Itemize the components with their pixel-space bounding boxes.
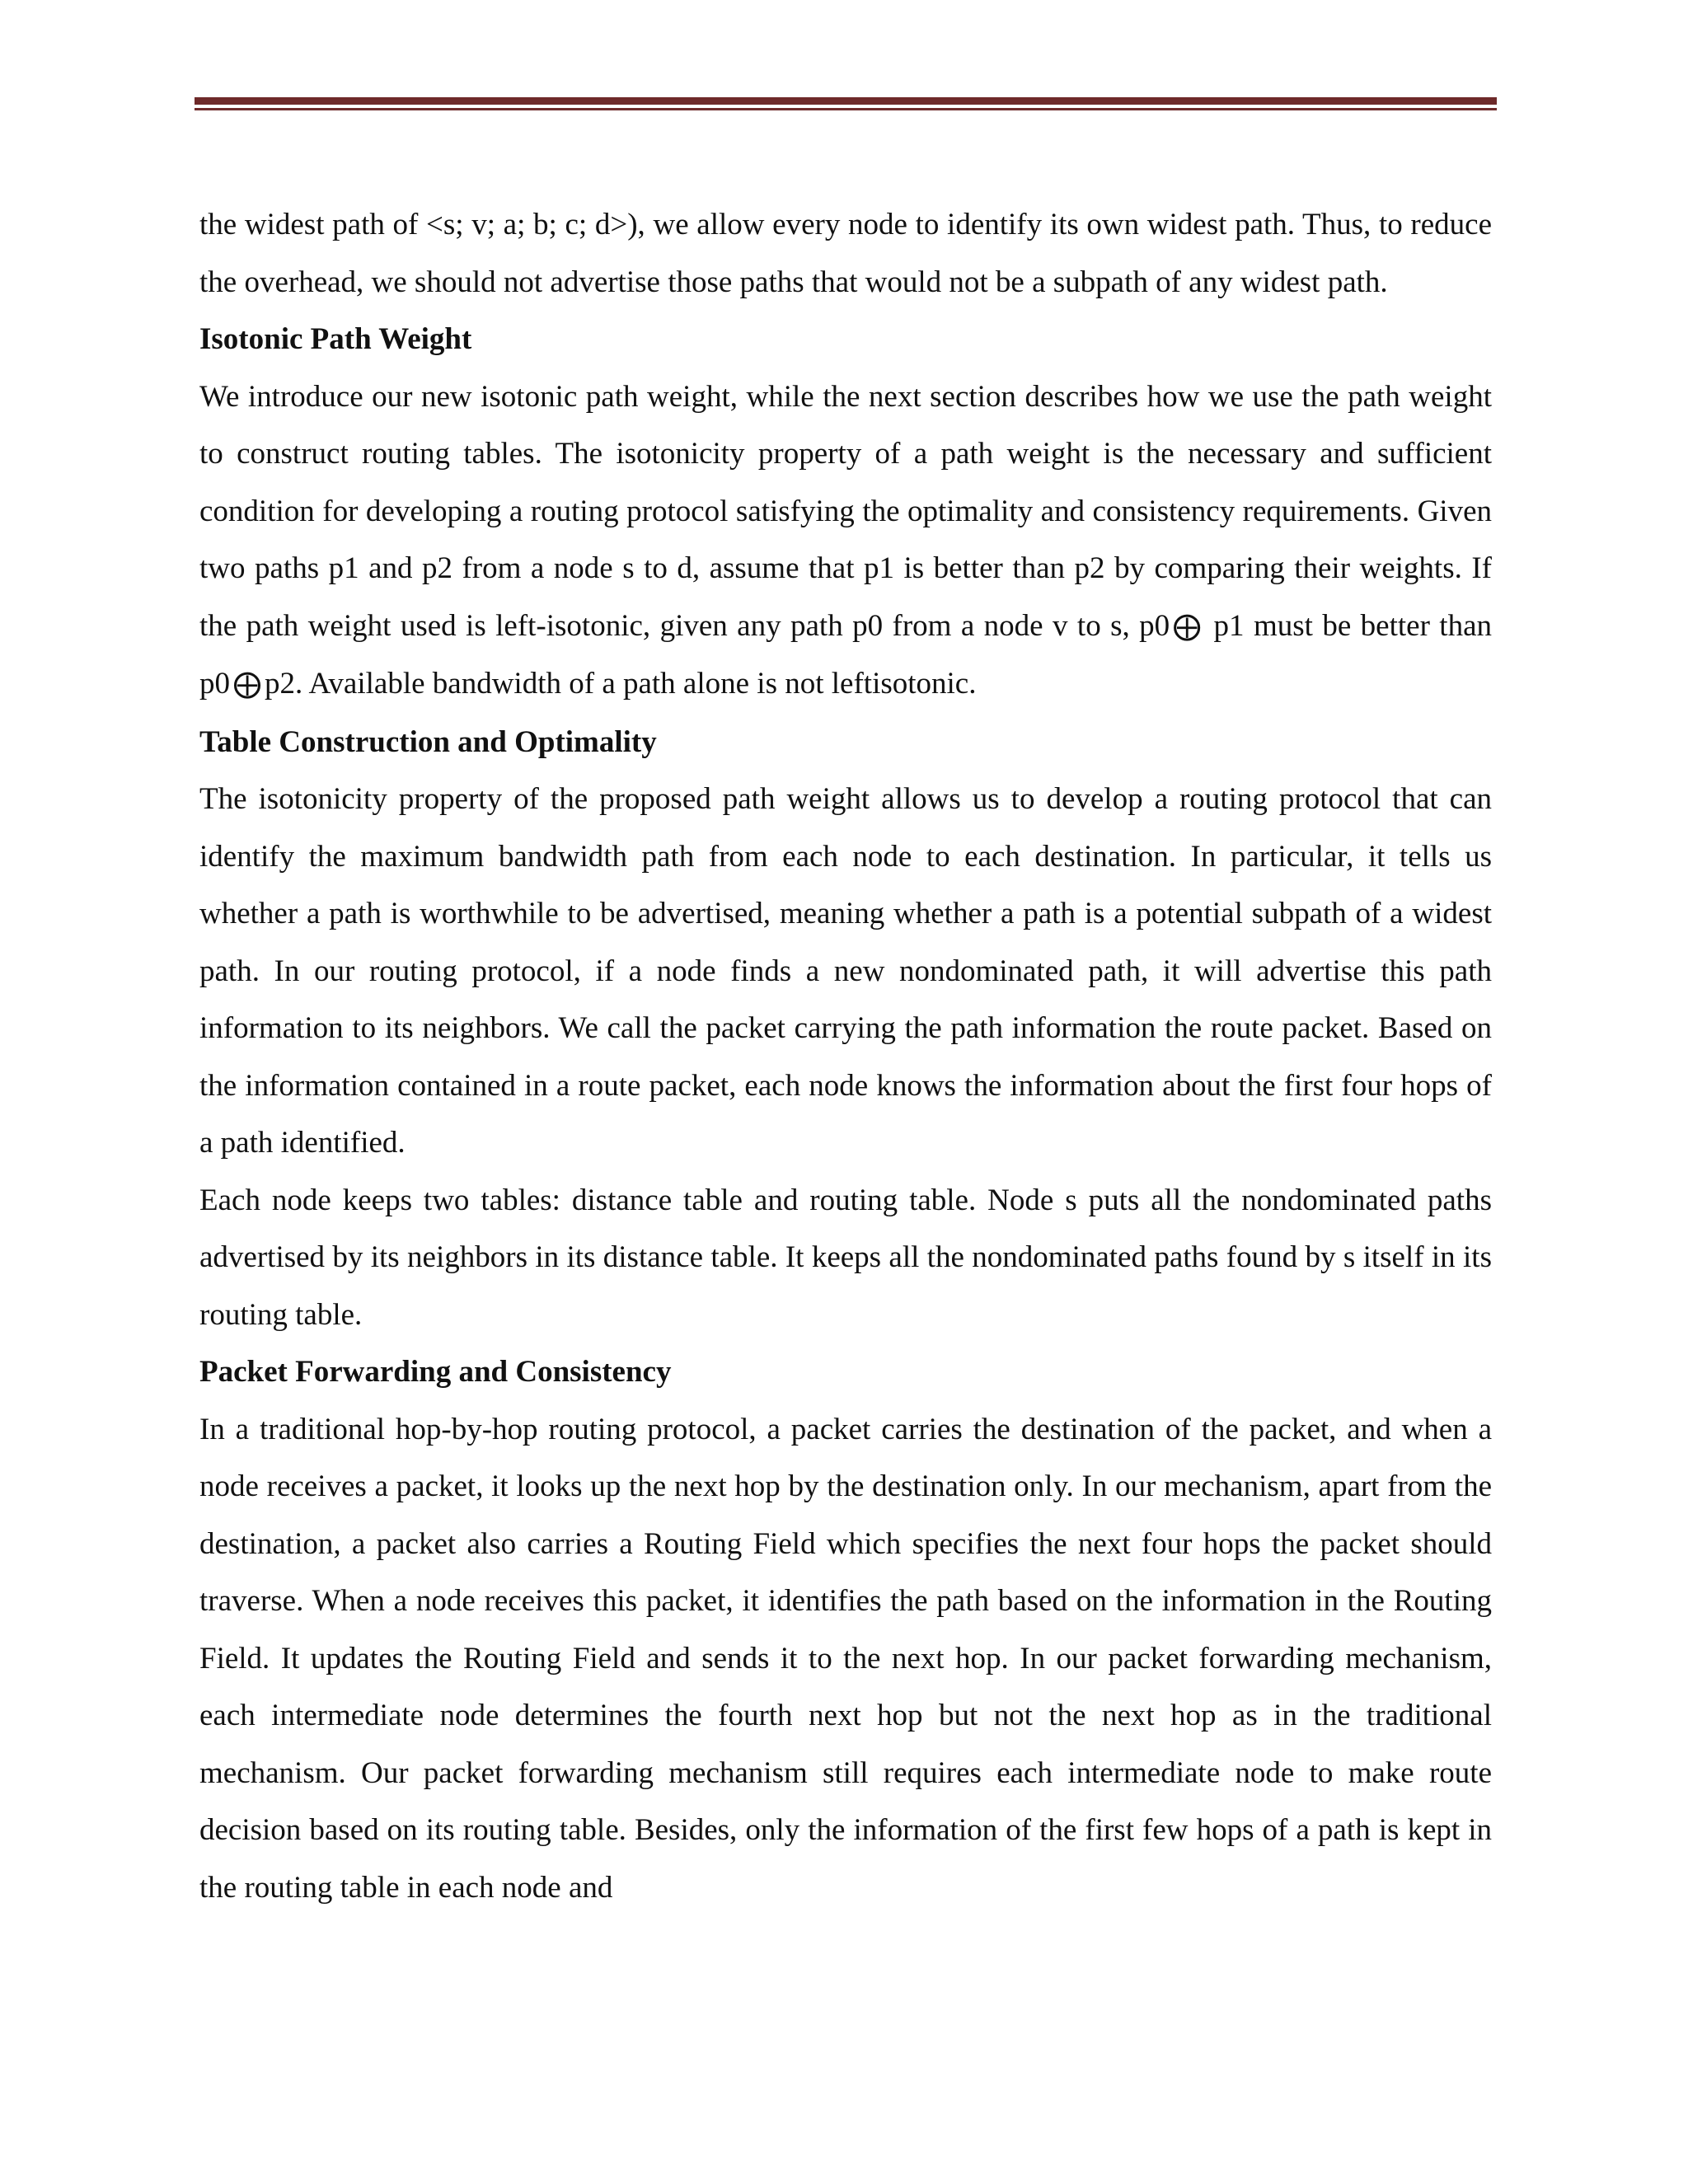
heading-table-construction: Table Construction and Optimality <box>199 724 657 759</box>
heading-packet-forwarding: Packet Forwarding and Consistency <box>199 1355 672 1389</box>
paragraph-isotonic-part2: p1 must be better than p0 <box>199 608 1492 701</box>
page-body <box>199 196 1492 1916</box>
paragraph-isotonic-part1: We introduce our new isotonic path weight, while the next section describes how we use the path weight to construct routing tables. The isotonicity property of a path weight is the necessary and sufficient condition for developing a routing protocol satisfying the optimality and consistency requirements. Given two paths p1 and p2 from a node s to d, assume that p1 is better than p2 by comparing their weights. If the path weight used is left-isotonic, given any path p0 from a node v to s, p0 <box>199 379 1492 643</box>
header-rule-thin <box>195 108 1497 110</box>
paragraph-isotonic-part3: p2. Available bandwidth of a path alone is not leftisotonic. <box>265 667 977 701</box>
paragraph-packet-forwarding: In a traditional hop-by-hop routing protocol, a packet carries the destination of the packet, and when a node receives a packet, it looks up the next hop by the destination only. In our mechanism, apart from the destination, a packet also carries a Routing Field which specifies the next four hops the packet should traverse. When a node receives this packet, it identifies the path based on the information in the Routing Field. It updates the Routing Field and sends it to the next hop. In our packet forwarding mechanism, each intermediate node determines the fourth next hop but not the next hop as in the traditional mechanism. Our packet forwarding mechanism still requires each intermediate node to make route decision based on its routing table. Besides, only the information of the first few hops of a path is kept in the routing table in each node and <box>199 1412 1492 1905</box>
oplus-symbol-icon: ⨁ <box>1173 609 1202 643</box>
paragraph-tables: Each node keeps two tables: distance table and routing table. Node s puts all the nondominated paths advertised by its neighbors in its distance table. It keeps all the nondominated paths found by s itself in its routing table. <box>199 1183 1492 1332</box>
paragraph-intro: the widest path of <s; v; a; b; c; d>), we allow every node to identify its own widest path. Thus, to reduce the overhead, we should not advertise those paths that would not be a subpath of any widest path. <box>199 208 1492 299</box>
header-rule-thick <box>195 97 1497 105</box>
heading-isotonic-path-weight: Isotonic Path Weight <box>199 322 472 356</box>
paragraph-isotonic <box>199 368 1492 714</box>
paragraph-table-construction: The isotonicity property of the proposed path weight allows us to develop a routing protocol that can identify the maximum bandwidth path from each node to each destination. In particular, it tells us whether a path is worthwhile to be advertised, meaning whether a path is a potential subpath of a widest path. In our routing protocol, if a node finds a new nondominated path, it will advertise this path information to its neighbors. We call the packet carrying the path information the route packet. Based on the information contained in a route packet, each node knows the information about the first four hops of a path identified. <box>199 782 1492 1160</box>
oplus-symbol-icon: ⨁ <box>233 668 261 701</box>
